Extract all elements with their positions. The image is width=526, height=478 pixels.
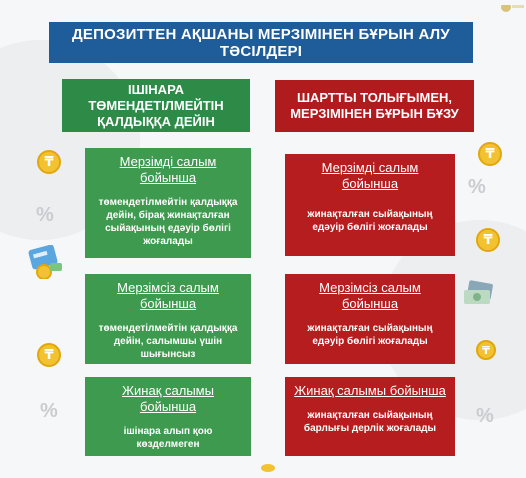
left-card-demand-deposit — [85, 274, 251, 364]
coin-icon: ₸ — [476, 228, 500, 252]
percent-icon: % — [476, 405, 494, 427]
logo-icon — [500, 0, 524, 8]
left-card-savings-deposit — [85, 377, 251, 456]
card-title: Мерзімді салым бойынша — [119, 154, 217, 185]
coin-icon: ₸ — [37, 343, 61, 367]
page-title: ДЕПОЗИТТЕН АҚШАНЫ МЕРЗІМІНЕН БҰРЫН АЛУ ТӘСІЛДЕРІ — [49, 22, 473, 63]
card-title: Жинақ салымы бойынша — [294, 383, 446, 398]
coin-icon: ₸ — [37, 150, 61, 174]
percent-icon: % — [36, 204, 54, 226]
left-card-term-deposit — [85, 148, 251, 258]
coin-stack-icon — [260, 460, 276, 478]
right-column-heading: ШАРТТЫ ТОЛЫҒЫМЕН, МЕРЗІМІНЕН БҰРЫН БҰЗУ — [275, 80, 474, 132]
card-body: жинақталған сыйақының барлығы дерлік жоғалады — [303, 410, 437, 434]
coin-icon: ₸ — [476, 340, 496, 360]
card-title: Мерзімді салым бойынша — [321, 160, 419, 191]
card-title: Жинақ салымы бойынша — [122, 383, 214, 414]
calculator-icon — [28, 245, 64, 284]
money-icon — [462, 280, 498, 315]
card-body: төмендетілмейтін қалдыққа дейін, салымшы үшін шығынсыз — [98, 323, 238, 360]
card-body: жинақталған сыйақының едәуір бөлігі жоғалады — [307, 209, 433, 233]
card-body: ішінара алып қою көзделмеген — [123, 426, 213, 450]
card-title: Мерзімсіз салым бойынша — [117, 280, 219, 311]
card-body: жинақталған сыйақының едәуір бөлігі жоғалады — [307, 323, 433, 347]
percent-icon: % — [40, 400, 58, 422]
percent-icon: % — [468, 176, 486, 198]
card-body: төмендетілмейтін қалдыққа дейін, бірақ жинақталған сыйақының едәуір бөлігі жоғалады — [98, 197, 238, 247]
left-column-heading: ІШІНАРА ТӨМЕНДЕТІЛМЕЙТІН ҚАЛДЫҚҚА ДЕЙІН — [62, 79, 250, 132]
card-title: Мерзімсіз салым бойынша — [319, 280, 421, 311]
coin-icon: ₸ — [478, 142, 502, 166]
right-card-term-deposit — [285, 154, 455, 256]
right-card-demand-deposit — [285, 274, 455, 364]
right-card-savings-deposit — [285, 377, 455, 456]
